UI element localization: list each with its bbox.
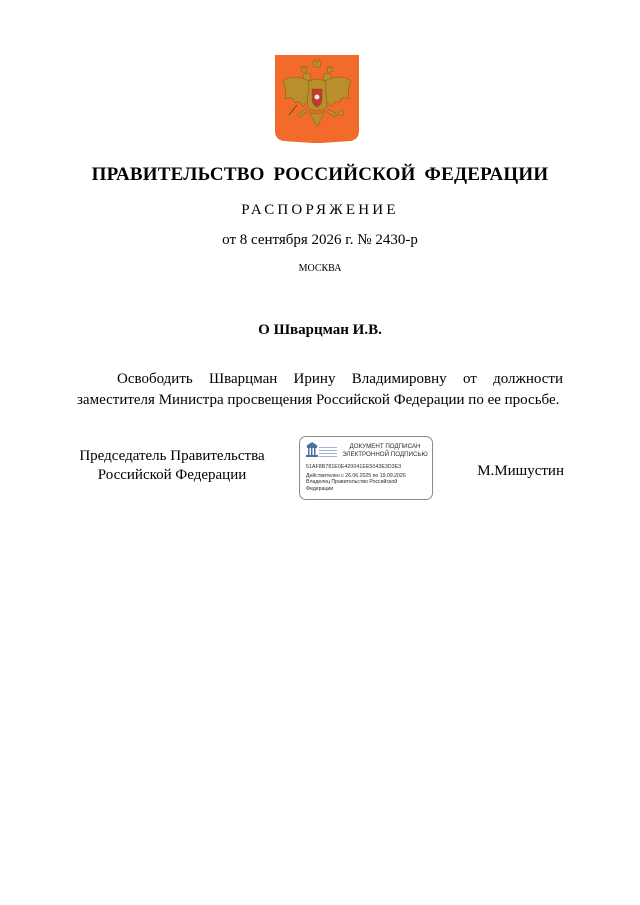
stamp-validity: Действителен с 26.06.2025 по 19.09.2026 [306,473,406,479]
organization-title: ПРАВИТЕЛЬСТВО РОССИЙСКОЙ ФЕДЕРАЦИИ [91,164,549,185]
stamp-title-line: ДОКУМЕНТ ПОДПИСАН [349,443,421,450]
signer-name: М.Мишустин [477,463,564,479]
stamp-serial-number: 51AF8B781E0E420041EE5043E3D3E3 [306,464,402,470]
document-type: РАСПОРЯЖЕНИЕ [241,202,399,218]
signer-role [76,447,268,485]
document-city: МОСКВА [298,263,342,274]
body-paragraph-line: Освободить Шварцман Ирину Владимировну от должности [117,371,563,387]
stamp-owner-line: Владелец Правительство Российской [306,479,398,486]
signer-role-line: Российской Федерации [97,467,247,483]
stamp-details [306,473,430,492]
stamp-owner-line: Федерации [306,485,334,492]
signer-role-line: Председатель Правительства [79,448,265,464]
document-subject: О Шварцман И.В. [258,322,382,338]
government-building-icon [305,442,339,460]
document-date-number: от 8 сентября 2026 г. № 2430-р [222,232,418,248]
stamp-title [340,443,430,458]
electronic-signature-stamp [299,436,433,500]
document-body [77,369,563,411]
body-paragraph-line: заместителя Министра просвещения Российской Федерации по ее просьбе. [77,392,560,408]
stamp-title-line: ЭЛЕКТРОННОЙ ПОДПИСЬЮ [342,450,428,458]
russian-coat-of-arms-icon [275,55,359,143]
